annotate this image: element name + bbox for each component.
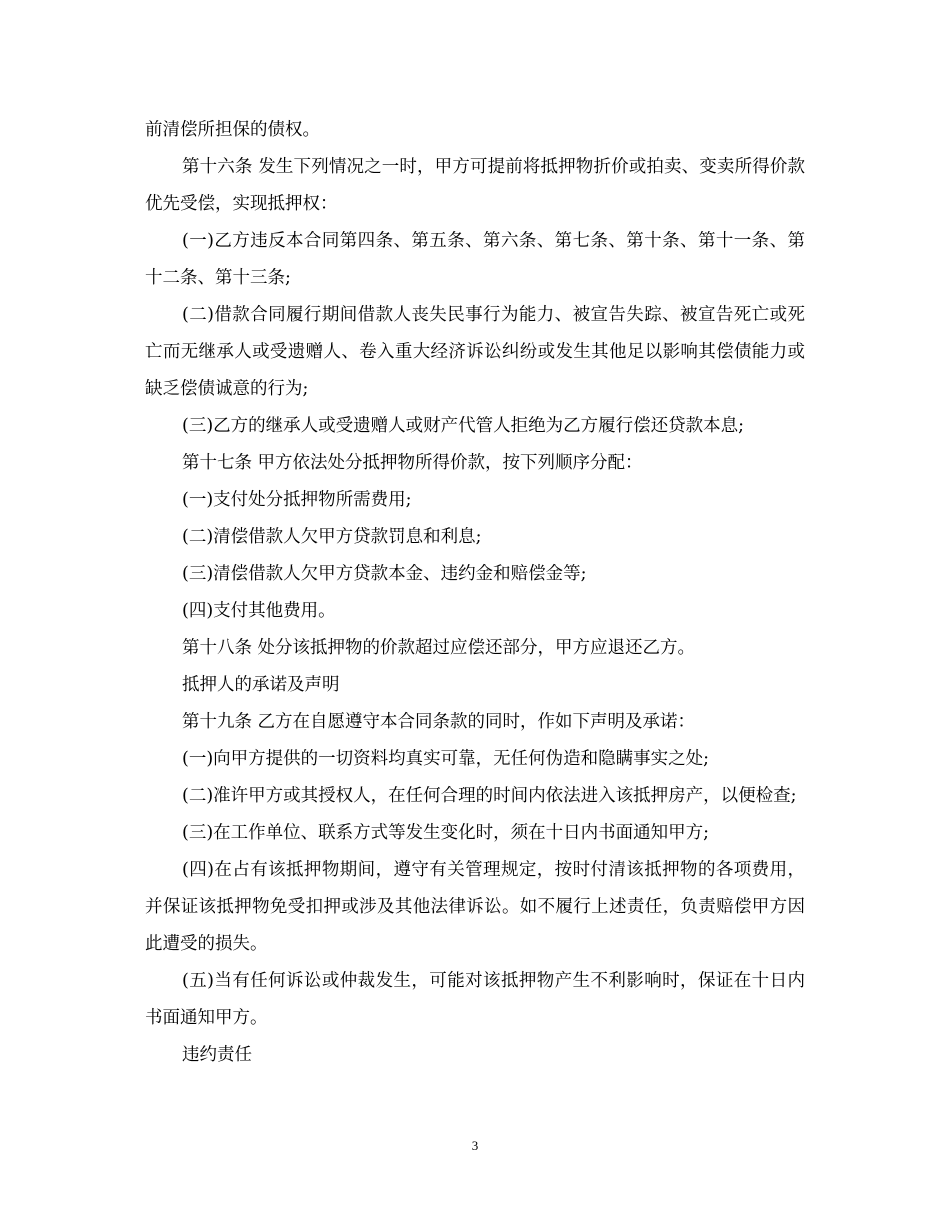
paragraph-17-item-1: (一)支付处分抵押物所需费用;: [182, 490, 412, 510]
paragraph-article-17: 第十七条 甲方依法处分抵押物所得价款，按下列顺序分配：: [182, 453, 643, 473]
paragraph-article-16: 第十六条 发生下列情况之一时，甲方可提前将抵押物折价或拍卖、变卖所得价款优先受偿，实现抵押权：: [145, 157, 805, 214]
paragraph-17-item-4: (四)支付其他费用。: [182, 601, 336, 621]
section-heading-liability: 违约责任: [182, 1045, 252, 1065]
document-body: [145, 112, 805, 1074]
paragraph-16-item-3: (三)乙方的继承人或受遗赠人或财产代管人拒绝为乙方履行偿还贷款本息;: [182, 416, 745, 436]
paragraph-16-item-2: (二)借款合同履行期间借款人丧失民事行为能力、被宣告失踪、被宣告死亡或死亡而无继承人或受遗赠人、卷入重大经济诉讼纠纷或发生其他足以影响其偿债能力或缺乏偿债诚意的行为;: [145, 305, 805, 399]
paragraph-19-item-4: (四)在占有该抵押物期间，遵守有关管理规定，按时付清该抵押物的各项费用，并保证该抵押物免受扣押或涉及其他法律诉讼。如不履行上述责任，负责赔偿甲方因此遭受的损失。: [145, 860, 805, 954]
page-number: 3: [471, 1138, 479, 1153]
paragraph-16-item-1: (一)乙方违反本合同第四条、第五条、第六条、第七条、第十条、第十一条、第十二条、第十三条;: [145, 231, 805, 288]
paragraph-article-19: 第十九条 乙方在自愿遵守本合同条款的同时，作如下声明及承诺：: [182, 712, 696, 732]
paragraph-17-item-2: (二)清偿借款人欠甲方贷款罚息和利息;: [182, 527, 482, 547]
paragraph-17-item-3: (三)清偿借款人欠甲方贷款本金、违约金和赔偿金等;: [182, 564, 587, 584]
paragraph-19-item-1: (一)向甲方提供的一切资料均真实可靠，无任何伪造和隐瞒事实之处;: [182, 749, 710, 769]
paragraph-19-item-3: (三)在工作单位、联系方式等发生变化时，须在十日内书面通知甲方;: [182, 823, 710, 843]
paragraph-19-item-2: (二)准许甲方或其授权人，在任何合理的时间内依法进入该抵押房产，以便检查;: [182, 786, 797, 806]
paragraph-article-18: 第十八条 处分该抵押物的价款超过应偿还部分，甲方应退还乙方。: [182, 638, 696, 658]
paragraph-1: 前清偿所担保的债权。: [145, 120, 320, 140]
paragraph-19-item-5: (五)当有任何诉讼或仲裁发生，可能对该抵押物产生不利影响时，保证在十日内书面通知甲方。: [145, 971, 805, 1028]
section-heading-commitments: 抵押人的承诺及声明: [182, 675, 340, 695]
